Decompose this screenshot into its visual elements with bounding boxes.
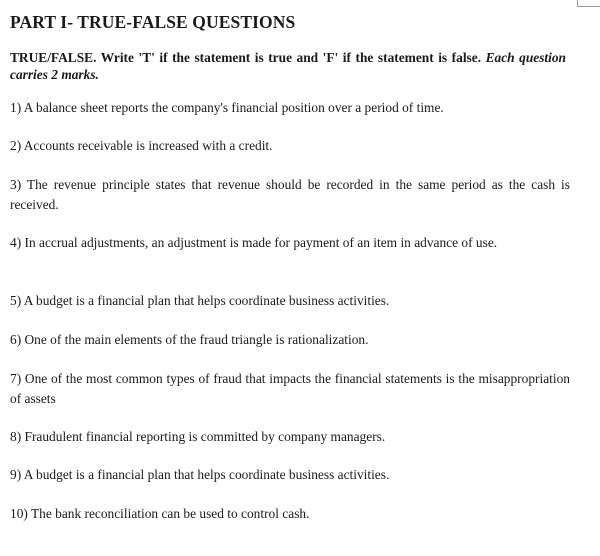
document-page (10, 0, 570, 556)
question-3: 3) The revenue principle states that revenue should be recorded in the same period as the cash is received. (10, 177, 570, 212)
question-6: 6) One of the main elements of the fraud triangle is rationalization. (10, 332, 369, 347)
page-title: PART I- TRUE-FALSE QUESTIONS (10, 12, 296, 32)
question-5: 5) A budget is a financial plan that helps coordinate business activities. (10, 293, 390, 308)
question-9: 9) A budget is a financial plan that helps coordinate business activities. (10, 467, 390, 482)
page-corner-mark (577, 0, 600, 7)
instructions-text: TRUE/FALSE. Write 'T' if the statement is true and 'F' if the statement is false. (10, 50, 486, 65)
question-8: 8) Fraudulent financial reporting is committed by company managers. (10, 429, 386, 444)
question-7: 7) One of the most common types of fraud that impacts the financial statements is the misappropriation of assets (10, 371, 570, 406)
marks-note: Each question carries 2 marks. (10, 50, 567, 82)
question-1: 1) A balance sheet reports the company's financial position over a period of time. (10, 100, 444, 115)
question-10: 10) The bank reconciliation can be used to control cash. (10, 506, 310, 521)
question-4: 4) In accrual adjustments, an adjustment is made for payment of an item in advance of use. (10, 235, 498, 250)
question-2: 2) Accounts receivable is increased with a credit. (10, 138, 273, 153)
instructions (10, 49, 566, 83)
